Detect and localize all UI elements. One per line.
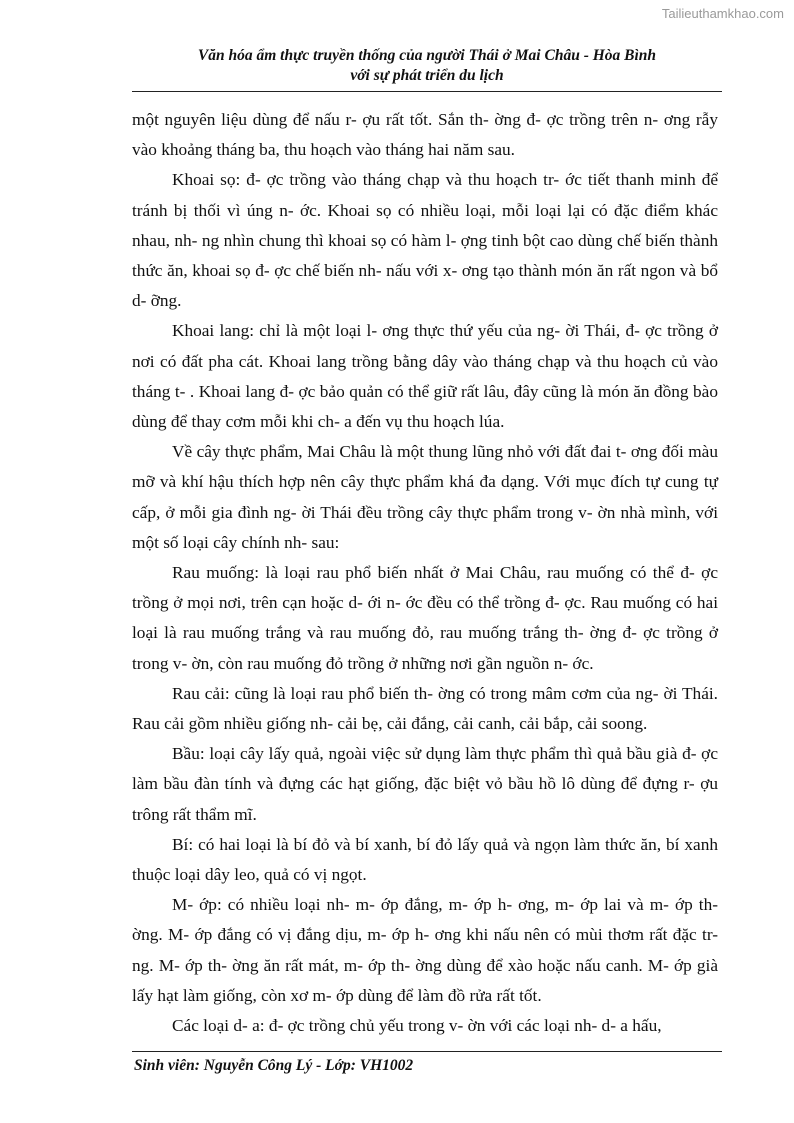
footer-student-info: Sinh viên: Nguyễn Công Lý - Lớp: VH1002 [134, 1057, 414, 1074]
running-header [132, 46, 722, 86]
paragraph-3: Khoai lang: chỉ là một loại l- ơng thực thứ yếu của ng- ời Thái, đ- ợc trồng ở nơi có đất pha cát. Khoai lang trồng bằng dây vào tháng chạp và thu hoạch củ vào tháng t- . Khoai lang đ- ợc bảo quản có thể giữ rất lâu, đây cũng là món ăn đồng bào dùng để thay cơm mỗi khi ch- a đến vụ thu hoạch lúa. [132, 321, 718, 432]
paragraph-1: một nguyên liệu dùng để nấu r- ợu rất tốt. Sắn th- ờng đ- ợc trồng trên n- ơng rẫy vào khoảng tháng ba, thu hoạch vào tháng hai năm sau. [132, 110, 718, 160]
watermark: Tailieuthamkhao.com [661, 6, 784, 21]
header-title-line-2: với sự phát triển du lịch [350, 67, 504, 84]
header-title-line-1: Văn hóa ẩm thực truyền thống của người Thái ở Mai Châu - Hòa Bình [197, 47, 657, 64]
paragraph-2: Khoai sọ: đ- ợc trồng vào tháng chạp và thu hoạch tr- ớc tiết thanh minh để tránh bị thối vì úng n- ớc. Khoai sọ có nhiều loại, mỗi loại lại có đặc điểm khác nhau, nh- ng nhìn chung thì khoai sọ có hàm l- ợng tinh bột cao dùng chế biến thành thức ăn, khoai sọ đ- ợc chế biến nh- nấu với x- ơng tạo thành món ăn rất ngon và bổ d- ỡng. [132, 170, 718, 311]
paragraph-9: M- ớp: có nhiều loại nh- m- ớp đắng, m- ớp h- ơng, m- ớp lai và m- ớp th- ờng. M- ớp đắng có vị đắng dịu, m- ớp h- ơng khi nấu nên có mùi thơm rất đặc tr- ng. M- ớp th- ờng ăn rất mát, m- ớp th- ờng dùng để xào hoặc nấu canh. M- ớp già lấy hạt làm giống, còn xơ m- ớp dùng để làm đồ rửa rất tốt. [132, 895, 718, 1005]
paragraph-5: Rau muống: là loại rau phổ biến nhất ở Mai Châu, rau muống có thể đ- ợc trồng ở mọi nơi, trên cạn hoặc d- ới n- ớc đều có thể trồng đ- ợc. Rau muống có hai loại là rau muống trắng và rau muống đỏ, rau muống trắng th- ờng đ- ợc trồng ở trong v- ờn, còn rau muống đỏ trồng ở những nơi gần nguồn n- ớc. [132, 563, 718, 673]
body-text [132, 105, 718, 1041]
paragraph-6: Rau cải: cũng là loại rau phổ biến th- ờng có trong mâm cơm của ng- ời Thái. Rau cải gồm nhiều giống nh- cải bẹ, cải đắng, cải canh, cải bắp, cải soong. [132, 683, 718, 734]
paragraph-8: Bí: có hai loại là bí đỏ và bí xanh, bí đỏ lấy quả và ngọn làm thức ăn, bí xanh thuộc loại dây leo, quả có vị ngọt. [132, 834, 718, 885]
footer-divider [132, 1051, 722, 1052]
header-divider [132, 91, 722, 92]
paragraph-7: Bầu: loại cây lấy quả, ngoài việc sử dụng làm thực phẩm thì quả bầu già đ- ợc làm bầu đàn tính và đựng các hạt giống, đặc biệt vỏ bầu hồ lô dùng để đựng r- ợu trông rất thẩm mĩ. [132, 744, 718, 824]
paragraph-4: Về cây thực phẩm, Mai Châu là một thung lũng nhỏ với đất đai t- ơng đối màu mỡ và khí hậu thích hợp nên cây thực phẩm khá đa dạng. Với mục đích tự cung tự cấp, ở mỗi gia đình ng- ời Thái đều trồng cây thực phẩm trong v- ờn nhà mình, với một số loại cây chính nh- sau: [132, 442, 718, 552]
paragraph-10: Các loại d- a: đ- ợc trồng chủ yếu trong v- ờn với các loại nh- d- a hấu, [172, 1016, 662, 1036]
